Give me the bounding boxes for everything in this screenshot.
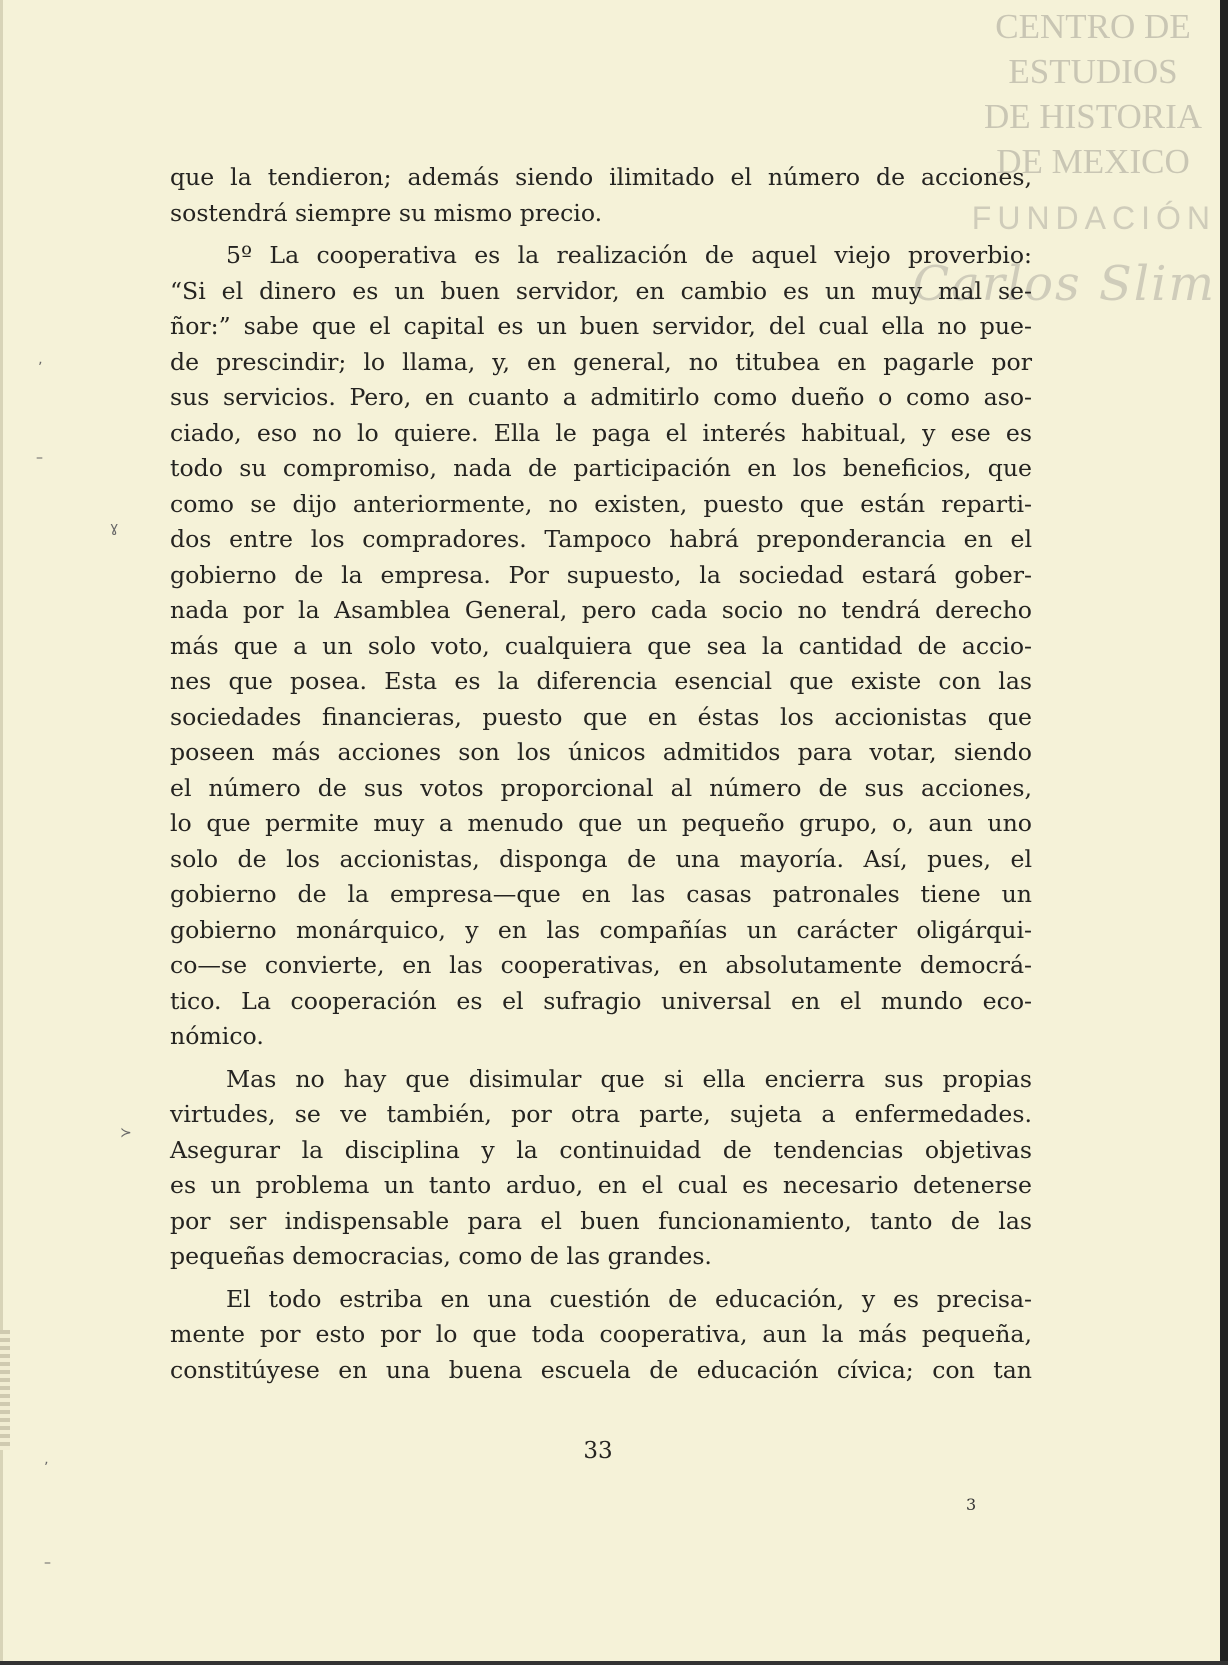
margin-speck: ≻ <box>120 1125 132 1141</box>
text-line: gobierno de la empresa—que en las casas patronales tiene un <box>170 880 1032 908</box>
scan-border-right <box>1220 0 1228 1665</box>
page-number: 33 <box>583 1438 613 1464</box>
margin-speck: ɣ <box>110 520 119 536</box>
watermark-line: CENTRO DE <box>995 7 1191 46</box>
text-line: poseen más acciones son los únicos admitidos para votar, siendo <box>170 738 1032 766</box>
margin-speck: – <box>36 450 43 466</box>
paragraph <box>170 160 1032 231</box>
text-line: sostendrá siempre su mismo precio. <box>170 198 603 227</box>
text-line: El todo estriba en una cuestión de educación, y es precisa- <box>226 1284 1032 1313</box>
text-line: el número de sus votos proporcional al número de sus acciones, <box>170 773 1032 802</box>
text-line: ciado, eso no lo quiere. Ella le paga el interés habitual, y ese es <box>170 418 1032 447</box>
text-line: es un problema un tanto arduo, en el cual es necesario detenerse <box>170 1171 1032 1199</box>
margin-speck: ʼ <box>44 1460 49 1476</box>
text-line: mente por esto por lo que toda cooperativa, aun la más pequeña, <box>170 1320 1032 1348</box>
text-line: que la tendieron; además siendo ilimitado el número de acciones, <box>170 163 1032 191</box>
margin-speck: ʼ <box>38 360 43 376</box>
text-line: gobierno monárquico, y en las compañías un carácter oligárqui- <box>170 915 1032 944</box>
paragraph <box>170 1062 1032 1275</box>
watermark-signature: Carlos Slim <box>912 256 1216 312</box>
archive-watermark <box>978 4 1208 184</box>
paragraph <box>170 1282 1032 1389</box>
text-line: gobierno de la empresa. Por supuesto, la sociedad estará gober- <box>170 560 1032 589</box>
text-line: más que a un solo voto, cualquiera que sea la cantidad de accio- <box>170 631 1032 660</box>
printer-signature-mark: 3 <box>966 1495 977 1514</box>
body-text <box>170 160 1032 1395</box>
text-line: tico. La cooperación es el sufragio universal en el mundo eco- <box>170 986 1032 1015</box>
text-line: virtudes, se ve también, por otra parte, sujeta a enfermedades. <box>170 1100 1032 1128</box>
watermark-line: DE MEXICO <box>996 142 1190 181</box>
text-line: Asegurar la disciplina y la continuidad de tendencias objetivas <box>170 1135 1032 1164</box>
margin-speck: – <box>44 1555 51 1571</box>
watermark-line: DE HISTORIA <box>983 97 1203 136</box>
text-line: como se dijo anteriormente, no existen, puesto que están reparti- <box>170 489 1032 518</box>
text-line: nada por la Asamblea General, pero cada socio no tendrá derecho <box>170 596 1032 624</box>
text-line: solo de los accionistas, disponga de una mayoría. Así, pues, el <box>170 844 1032 873</box>
text-line: ñor:” sabe que el capital es un buen servidor, del cual ella no pue- <box>170 312 1032 340</box>
paragraph <box>170 238 1032 1055</box>
text-line: nes que posea. Esta es la diferencia esencial que existe con las <box>170 667 1032 695</box>
text-line: “Si el dinero es un buen servidor, en cambio es un muy mal se- <box>170 276 1032 305</box>
text-line: nómico. <box>170 1022 264 1050</box>
text-line: co—se convierte, en las cooperativas, en absolutamente democrá- <box>170 951 1032 979</box>
text-line: todo su compromiso, nada de participación en los beneficios, que <box>170 454 1032 482</box>
watermark-line: ESTUDIOS <box>1008 52 1178 91</box>
text-line: lo que permite muy a menudo que un pequeño grupo, o, aun uno <box>170 809 1032 837</box>
text-line: constitúyese en una buena escuela de educación cívica; con tan <box>170 1355 1032 1384</box>
text-line: sus servicios. Pero, en cuanto a admitirlo como dueño o como aso- <box>170 383 1032 411</box>
scan-border-bottom <box>0 1661 1228 1665</box>
text-line: 5º La cooperativa es la realización de aquel viejo proverbio: <box>226 241 1032 269</box>
text-line: Mas no hay que disimular que si ella encierra sus propias <box>226 1064 1032 1093</box>
text-line: sociedades financieras, puesto que en éstas los accionistas que <box>170 702 1032 731</box>
text-line: pequeñas democracias, como de las grandes. <box>170 1242 712 1270</box>
text-line: dos entre los compradores. Tampoco habrá preponderancia en el <box>170 525 1032 553</box>
text-line: de prescindir; lo llama, y, en general, no titubea en pagarle por <box>170 347 1032 376</box>
binding-edge <box>0 1330 10 1450</box>
text-line: por ser indispensable para el buen funcionamiento, tanto de las <box>170 1206 1032 1235</box>
watermark-foundation: FUNDACIÓN <box>971 200 1216 236</box>
